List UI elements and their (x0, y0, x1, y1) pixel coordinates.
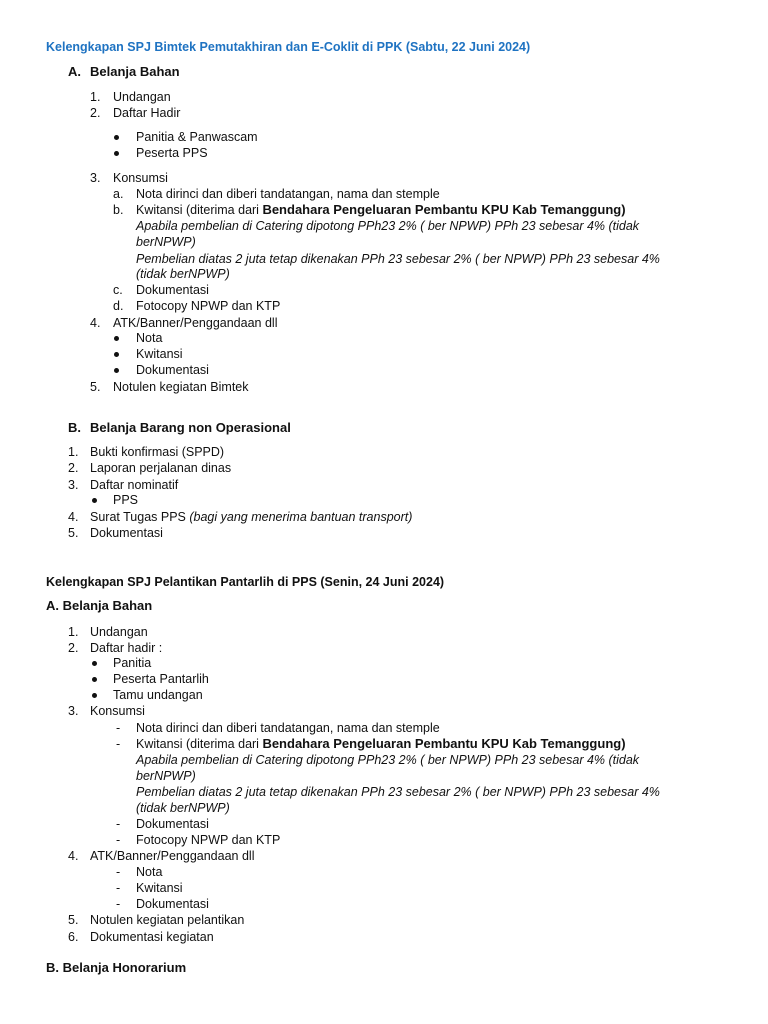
note-text: Apabila pembelian di Catering dipotong PPh23 2% ( ber NPWP) PPh 23 sebesar 4% (tidak (136, 219, 640, 233)
list-number: 5. (68, 913, 79, 927)
list-item: Dokumentasi (136, 817, 209, 831)
dash-marker: - (116, 865, 121, 879)
note-text: Apabila pembelian di Catering dipotong PPh23 2% ( ber NPWP) PPh 23 sebesar 4% (tidak (136, 753, 640, 767)
list-item: Tamu undangan (113, 688, 203, 702)
list-number: 6. (68, 930, 79, 944)
list-item: Dokumentasi (136, 363, 209, 377)
list-item: Nota dirinci dan diberi tandatangan, nama dan stemple (136, 187, 440, 201)
list-item: Konsumsi (90, 704, 145, 718)
list-item: Surat Tugas PPS (bagi yang menerima bantuan transport) (90, 510, 413, 524)
list-item: Panitia (113, 656, 152, 670)
dash-marker: - (116, 817, 121, 831)
list-item: Daftar nominatif (90, 478, 179, 492)
bullet-icon (114, 151, 119, 156)
bullet-icon (114, 368, 119, 373)
section2-title: Kelengkapan SPJ Pelantikan Pantarlih di PPS (Senin, 24 Juni 2024) (46, 575, 445, 589)
list-item: Kwitansi (136, 881, 183, 895)
list-item: Bukti konfirmasi (SPPD) (90, 445, 225, 459)
list-item: Notulen kegiatan Bimtek (113, 380, 249, 394)
section1-A-heading: Belanja Bahan (90, 64, 180, 79)
list-number: 4. (68, 849, 79, 863)
list-letter: c. (113, 283, 123, 297)
list-item: Daftar Hadir (113, 106, 181, 120)
list-number: 4. (90, 316, 101, 330)
list-item: Laporan perjalanan dinas (90, 461, 232, 475)
section1-A-marker: A. (68, 64, 81, 79)
note-text: Pembelian diatas 2 juta tetap dikenakan PPh 23 sebesar 2% ( ber NPWP) PPh 23 sebesar 4% (136, 252, 660, 266)
bullet-icon (92, 677, 97, 682)
bullet-icon (114, 336, 119, 341)
list-item: Peserta PPS (136, 146, 208, 160)
list-item: Nota dirinci dan diberi tandatangan, nama dan stemple (136, 721, 440, 735)
dash-marker: - (116, 897, 121, 911)
note-text: berNPWP) (136, 235, 196, 249)
list-item: ATK/Banner/Penggandaan dll (90, 849, 255, 863)
bullet-icon (114, 352, 119, 357)
list-number: 2. (68, 641, 79, 655)
list-item: Notulen kegiatan pelantikan (90, 913, 245, 927)
list-item: Dokumentasi (136, 897, 209, 911)
section1-title: Kelengkapan SPJ Bimtek Pemutakhiran dan E-Coklit di PPK (Sabtu, 22 Juni 2024) (46, 40, 531, 54)
list-item: Konsumsi (113, 171, 168, 185)
section1-B-marker: B. (68, 420, 81, 435)
section2-B-heading: B. Belanja Honorarium (46, 960, 187, 975)
list-number: 2. (68, 461, 79, 475)
note-text: berNPWP) (136, 769, 196, 783)
list-number: 3. (90, 171, 101, 185)
list-item: Kwitansi (diterima dari Bendahara Pengeluaran Pembantu KPU Kab Temanggung) (136, 202, 626, 217)
list-number: 5. (90, 380, 101, 394)
list-number: 2. (90, 106, 101, 120)
list-item: Dokumentasi kegiatan (90, 930, 214, 944)
list-item: Nota (136, 865, 163, 879)
list-item: Dokumentasi (136, 283, 209, 297)
section1-B-heading: Belanja Barang non Operasional (90, 420, 291, 435)
list-item: Panitia & Panwascam (136, 130, 258, 144)
bullet-icon (92, 661, 97, 666)
list-item: Dokumentasi (90, 526, 163, 540)
list-item: Daftar hadir : (90, 641, 163, 655)
list-number: 3. (68, 478, 79, 492)
list-item: Fotocopy NPWP dan KTP (136, 833, 281, 847)
list-number: 4. (68, 510, 79, 524)
dash-marker: - (116, 721, 121, 735)
note-text: (tidak berNPWP) (136, 267, 230, 281)
bullet-icon (114, 135, 119, 140)
list-number: 1. (90, 90, 101, 104)
list-letter: d. (113, 299, 124, 313)
list-letter: b. (113, 203, 124, 217)
list-number: 5. (68, 526, 79, 540)
list-item: Kwitansi (136, 347, 183, 361)
list-item: PPS (113, 493, 139, 507)
list-letter: a. (113, 187, 124, 201)
note-text: Pembelian diatas 2 juta tetap dikenakan PPh 23 sebesar 2% ( ber NPWP) PPh 23 sebesar 4% (136, 785, 660, 799)
list-item: Undangan (90, 625, 148, 639)
bullet-icon (92, 693, 97, 698)
list-item: Kwitansi (diterima dari Bendahara Pengeluaran Pembantu KPU Kab Temanggung) (136, 736, 626, 751)
list-item: Fotocopy NPWP dan KTP (136, 299, 281, 313)
list-item: ATK/Banner/Penggandaan dll (113, 316, 278, 330)
dash-marker: - (116, 881, 121, 895)
list-number: 3. (68, 704, 79, 718)
list-item: Nota (136, 331, 163, 345)
note-text: (tidak berNPWP) (136, 801, 230, 815)
bullet-icon (92, 498, 97, 503)
section2-A-heading: A. Belanja Bahan (46, 598, 153, 613)
dash-marker: - (116, 833, 121, 847)
list-number: 1. (68, 625, 79, 639)
list-item: Peserta Pantarlih (113, 672, 209, 686)
list-number: 1. (68, 445, 79, 459)
dash-marker: - (116, 737, 121, 751)
list-item: Undangan (113, 90, 171, 104)
